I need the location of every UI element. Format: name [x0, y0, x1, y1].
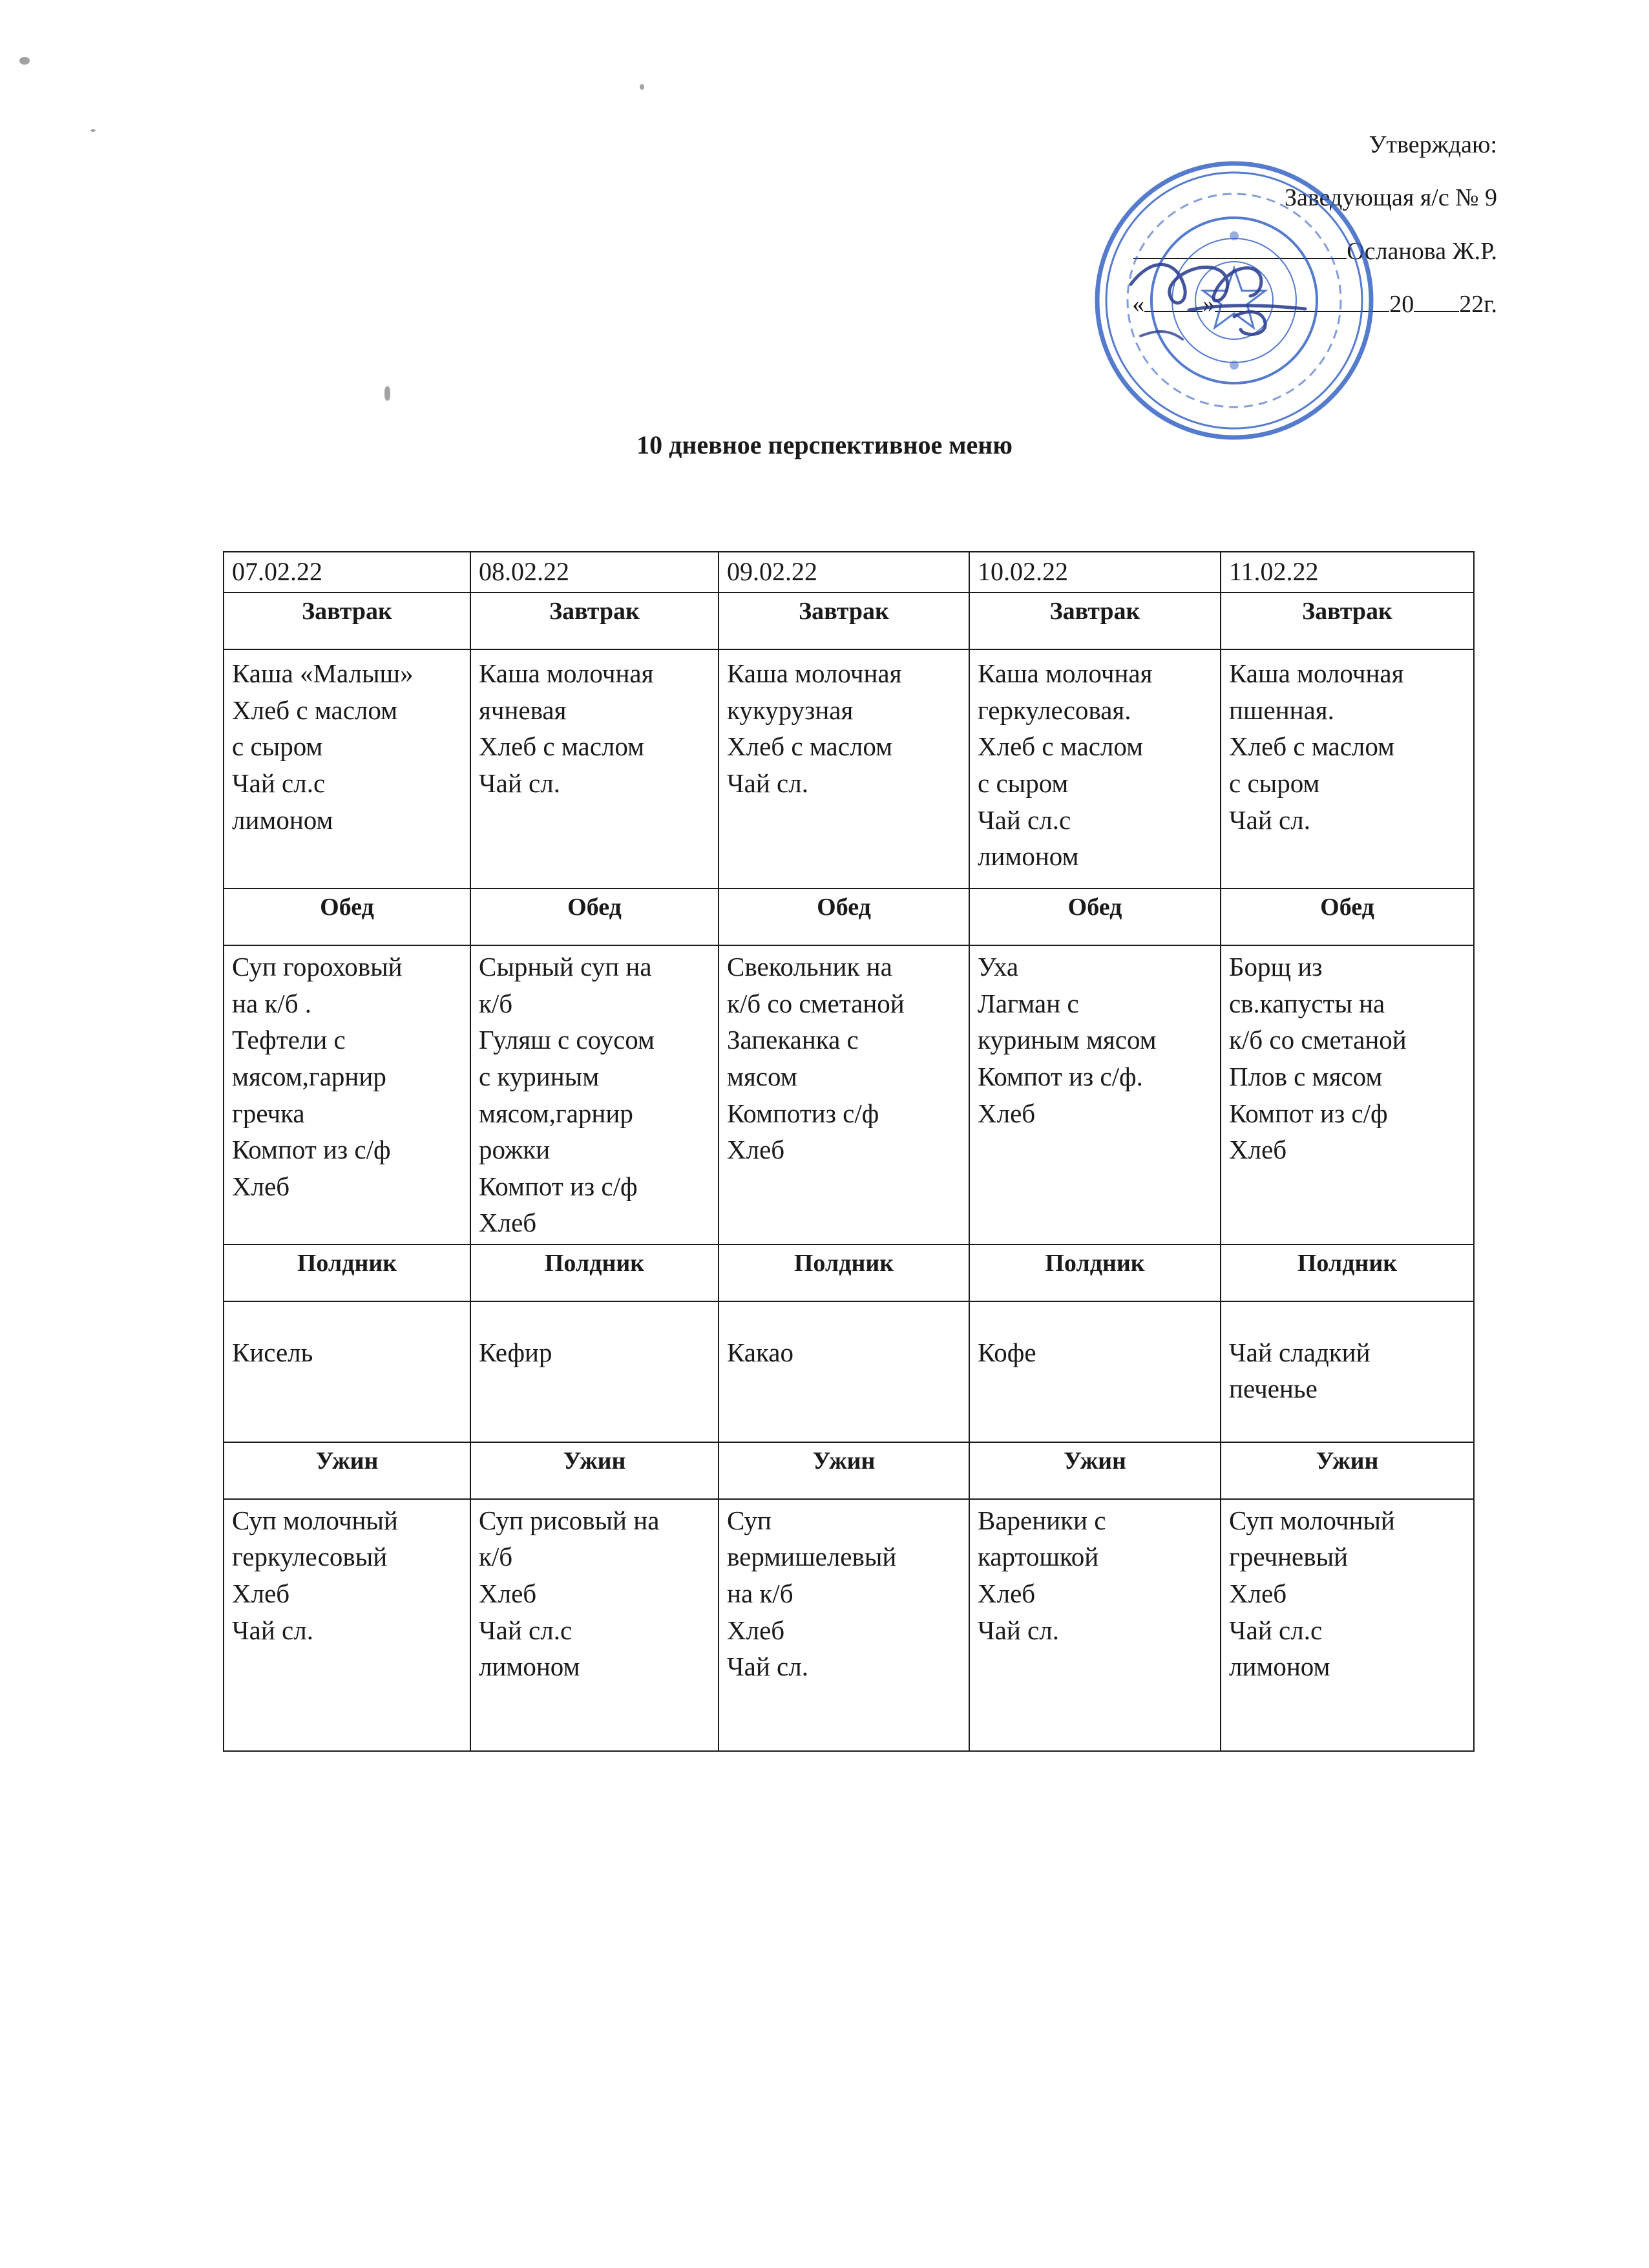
meal-header: Завтрак — [1221, 593, 1474, 649]
dish-cell: Каша молочная пшенная. Хлеб с маслом с сыром Чай сл. — [1221, 649, 1474, 888]
dish-cell: Кисель — [224, 1301, 470, 1442]
quote-close: » — [1203, 291, 1215, 318]
dish-cell: Уха Лагман с куриным мясом Компот из с/ф. Хлеб — [969, 945, 1221, 1244]
meal-header: Ужин — [969, 1442, 1221, 1499]
date-cell: 09.02.22 — [719, 552, 969, 593]
signature-icon — [1111, 233, 1318, 362]
position-line: Заведующая я/с № 9 — [1285, 184, 1497, 211]
breakfast-dishes-row — [224, 649, 1474, 888]
dish-cell: Суп гороховый на к/б . Тефтели с мясом,гарнир гречка Компот из с/ф Хлеб — [224, 945, 470, 1244]
date-cell: 11.02.22 — [1221, 552, 1474, 593]
snack-header-row — [224, 1244, 1474, 1301]
dinner-dishes-row — [224, 1499, 1474, 1751]
page-title: 10 дневное перспективное меню — [636, 430, 1013, 459]
lunch-header-row — [224, 888, 1474, 945]
meal-header: Ужин — [224, 1442, 470, 1499]
dish-cell: Каша молочная кукурузная Хлеб с маслом Чай сл. — [719, 649, 969, 888]
director-name: Осланова Ж.Р. — [1347, 238, 1497, 265]
dates-row — [224, 552, 1474, 593]
meal-header: Обед — [1221, 888, 1474, 945]
dish-cell: Суп молочный геркулесовый Хлеб Чай сл. — [224, 1499, 470, 1751]
scan-speck — [384, 386, 390, 401]
year-suffix: 22г. — [1459, 291, 1497, 318]
approve-line: Утверждаю: — [1369, 131, 1497, 158]
meal-header: Ужин — [1221, 1442, 1474, 1499]
meal-header: Ужин — [470, 1442, 719, 1499]
scan-speck — [90, 129, 96, 132]
dish-cell: Чай сладкий печенье — [1221, 1301, 1474, 1442]
meal-header: Обед — [969, 888, 1221, 945]
meal-header: Полдник — [719, 1244, 969, 1301]
meal-header: Полдник — [969, 1244, 1221, 1301]
dinner-header-row — [224, 1442, 1474, 1499]
year-blank — [1414, 291, 1459, 312]
dish-cell: Кофе — [969, 1301, 1221, 1442]
lunch-dishes-row — [224, 945, 1474, 1244]
meal-header: Полдник — [224, 1244, 470, 1301]
dish-cell: Суп молочный гречневый Хлеб Чай сл.с лимоном — [1221, 1499, 1474, 1751]
scan-speck — [19, 57, 30, 65]
breakfast-header-row — [224, 593, 1474, 649]
meal-header: Обед — [470, 888, 719, 945]
meal-header: Ужин — [719, 1442, 969, 1499]
menu-table — [223, 551, 1475, 1752]
dish-cell: Суп вермишелевый на к/б Хлеб Чай сл. — [719, 1499, 969, 1751]
scan-speck — [640, 84, 644, 90]
meal-header: Обед — [719, 888, 969, 945]
meal-header: Завтрак — [969, 593, 1221, 649]
dish-cell: Сырный суп на к/б Гуляш с соусом с куриным мясом,гарнир рожки Компот из с/ф Хлеб — [470, 945, 719, 1244]
dish-cell: Каша молочная ячневая Хлеб с маслом Чай сл. — [470, 649, 719, 888]
date-cell: 10.02.22 — [969, 552, 1221, 593]
year-prefix: 20 — [1389, 291, 1414, 318]
dish-cell: Борщ из св.капусты на к/б со сметаной Плов с мясом Компот из с/ф Хлеб — [1221, 945, 1474, 1244]
dish-cell: Каша молочная геркулесовая. Хлеб с маслом с сыром Чай сл.с лимоном — [969, 649, 1221, 888]
meal-header: Завтрак — [470, 593, 719, 649]
meal-header: Завтрак — [719, 593, 969, 649]
date-cell: 07.02.22 — [224, 552, 470, 593]
dish-cell: Кефир — [470, 1301, 719, 1442]
date-cell: 08.02.22 — [470, 552, 719, 593]
dish-cell: Вареники с картошкой Хлеб Чай сл. — [969, 1499, 1221, 1751]
meal-header: Полдник — [1221, 1244, 1474, 1301]
meal-header: Обед — [224, 888, 470, 945]
dish-cell: Какао — [719, 1301, 969, 1442]
snack-dishes-row — [224, 1301, 1474, 1442]
dish-cell: Свекольник на к/б со сметаной Запеканка с мясом Компотиз с/ф Хлеб — [719, 945, 969, 1244]
dish-cell: Каша «Малыш» Хлеб с маслом с сыром Чай сл.с лимоном — [224, 649, 470, 888]
meal-header: Завтрак — [224, 593, 470, 649]
dish-cell: Суп рисовый на к/б Хлеб Чай сл.с лимоном — [470, 1499, 719, 1751]
quote-open: « — [1132, 291, 1145, 318]
meal-header: Полдник — [470, 1244, 719, 1301]
